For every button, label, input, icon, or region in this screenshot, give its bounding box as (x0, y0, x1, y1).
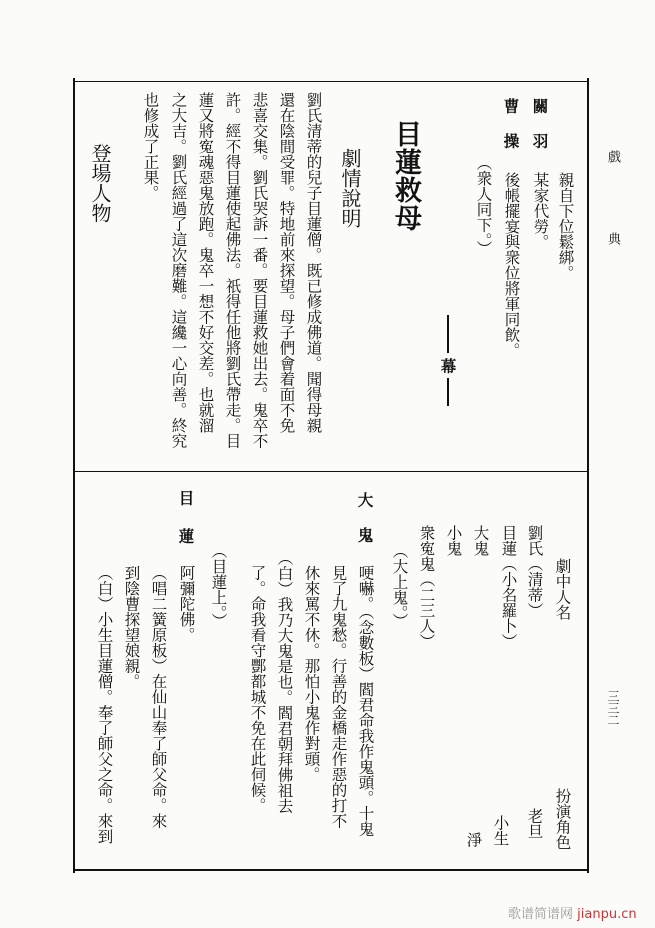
frame-bottom-border (75, 869, 589, 871)
speaker-guan-yu-2: 羽 (530, 133, 550, 149)
synopsis-line: 蓮又將寃魂惡鬼放跑。鬼卒一想不好交差。也就溜 (196, 92, 215, 433)
frame-right-border (587, 78, 589, 873)
curtain-label: 幕 (438, 358, 458, 374)
speaker-mulian-1: 目 (176, 490, 196, 506)
guan-yu-line: 某家代勞。 (531, 172, 550, 250)
curtain-rule-bottom (447, 378, 449, 406)
cast-role: 淨 (464, 832, 483, 848)
speaker-cao-cao-2: 操 (501, 133, 521, 149)
speaker-cao-cao-1: 曹 (501, 98, 521, 114)
cast-name: 目蓮（小名羅卜） (499, 525, 518, 649)
dialogue-line: 阿彌陀佛。 (177, 565, 196, 643)
curtain-rule-top (447, 315, 449, 353)
cao-cao-line: 後帳擺宴與衆位將軍同飲。 (502, 172, 521, 358)
frame-top-border (75, 81, 587, 82)
cast-role: 小生 (491, 815, 510, 846)
dialogue-line: 了。命我看守酆都城不免在此伺候。 (248, 565, 267, 813)
exit-direction: （衆人同下。） (474, 155, 493, 256)
synopsis-line: 還在陰間受罪。特地前來探望。母子們會着面不免 (277, 92, 296, 433)
stage-direction: （目蓮上。） (209, 543, 228, 629)
synopsis-line: 許。經不得目蓮使起佛法。祇得任他將劉氏帶走。目 (223, 92, 242, 449)
dialogue-line: 到陰曹探望娘親。 (122, 565, 141, 689)
watermark-url: jianpu.cn (577, 907, 637, 922)
cast-name: 大鬼 (471, 525, 490, 556)
synopsis-line: 劉氏清蒂的兒子目蓮僧。既已修成佛道。聞得母親 (304, 92, 323, 433)
characters-heading: 登場人物 (88, 143, 112, 223)
frame-divider (75, 471, 587, 472)
dialogue-line: （白）我乃大鬼是也。閻君朝拜佛祖去 (275, 550, 294, 814)
cast-name-header: 劇中人名 (553, 558, 572, 620)
dialogue-line: 哽嚇。（念數板）閻君命我作鬼頭。十鬼 (356, 565, 375, 837)
dialogue-line: 見了九鬼愁。行善的金橋走作惡的打不 (329, 565, 348, 829)
cast-role-header: 扮演角色 (553, 788, 572, 850)
dialogue-line: （唱二簧原板）在仙山奉了師父命。來 (149, 565, 168, 829)
cast-name: 小鬼 (444, 525, 463, 556)
synopsis-line: 悲喜交集。劉氏哭訴一番。要目蓮救她出去。鬼卒不 (250, 92, 269, 449)
watermark (508, 903, 637, 922)
speaker-dagui-2: 鬼 (355, 527, 375, 543)
page-number: 三三二 (606, 690, 620, 726)
book-title-right: 典 (605, 232, 620, 245)
speaker-dagui-1: 大 (355, 492, 375, 508)
frame-left-border (73, 78, 75, 873)
synopsis-heading: 劇情說明 (338, 148, 362, 228)
dialogue-line: （白）小生目蓮僧。奉了師父之命。來到 (95, 565, 114, 844)
book-title-left: 戲 (605, 150, 620, 163)
dialogue-line: 休來罵不休。那怕小鬼作對頭。 (302, 565, 321, 782)
cast-role: 老旦 (525, 808, 544, 839)
speaker-guan-yu-1: 關 (530, 98, 550, 114)
play-title: 目蓮救母 (390, 120, 421, 232)
watermark-site: 歌谱简谱网 (508, 907, 574, 922)
synopsis-line: 之大吉。劉氏經過了這次磨難。這纔一心向善。終究 (169, 92, 188, 449)
cast-name: 衆寃鬼（二三人） (417, 525, 436, 649)
prologue-line: 親自下位鬆綁。 (556, 172, 575, 281)
cast-name: 劉氏（清蒂） (525, 525, 544, 618)
synopsis-line: 也修成了正果。 (141, 92, 160, 201)
stage-direction: （大上鬼。） (390, 543, 409, 629)
speaker-mulian-2: 蓮 (176, 528, 196, 544)
